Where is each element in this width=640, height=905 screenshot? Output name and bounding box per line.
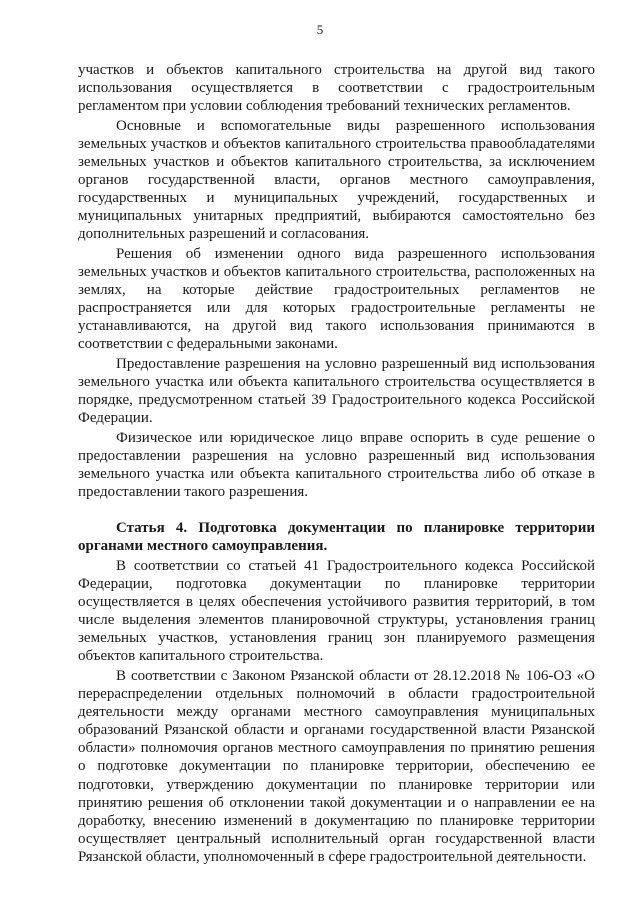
paragraph-conditional-permit: Предоставление разрешения на условно разрешенный вид использования земельного участка или объекта капитального строительства осуществляется в порядке, предусмотренном статьей 39 Градостроительного кодекса Российской Федерации. <box>78 356 595 427</box>
paragraph-permitted-uses: Основные и вспомогательные виды разрешенного использования земельных участков и объектов капитального строительства правообладателями земельных участков и объектов капитального строительства, за исключением органов государственной власти, органов местного самоуправления, государственных и муниципальных учреждений, государственных и муниципальных унитарных предприятий, выбираются самостоятельно без дополнительных разрешений и согласования. <box>78 117 595 243</box>
paragraph-court-appeal: Физическое или юридическое лицо вправе оспорить в суде решение о предоставлении разрешения на условно разрешенный вид использования земельного участка или объекта капитального строительства либо об отказе в предоставлении такого разрешения. <box>78 429 595 501</box>
document-body <box>78 61 595 866</box>
article-heading: Статья 4. Подготовка документации по планировке территории органами местного самоуправления. <box>78 520 595 555</box>
paragraph-continuation: участков и объектов капитального строительства на другой вид такого использования осуществляется в соответствии с градостроительным регламентом при условии соблюдения требований технических регламентов. <box>78 62 595 115</box>
paragraph-regional-law: В соответствии с Законом Рязанской области от 28.12.2018 № 106-ОЗ «О перераспределении отдельных полномочий в области градостроительной деятельности между органами местного самоуправления муниципальных образований Рязанской области и органами государственной власти Рязанской области» полномочия органов местного самоуправления по принятию решения о подготовке документации по планировке территории, обеспечению ее подготовки, утверждению документации по планировке территории или принятию решения об отклонении такой документации и о направлении ее на доработку, внесению изменений в документацию по планировке территории осуществляет центральный исполнительный орган государственной власти Рязанской области, уполномоченный в сфере градостроительной деятельности. <box>78 668 595 865</box>
paragraph-change-decisions: Решения об изменении одного вида разрешенного использования земельных участков и объектов капитального строительства, расположенных на землях, на которые действие градостроительных регламентов не распространяется или для которых градостроительные регламенты не устанавливаются, на другой вид такого использования принимаются в соответствии с федеральными законами. <box>78 245 595 353</box>
page-number: 5 <box>316 22 324 37</box>
paragraph-planning-purpose: В соответствии со статьей 41 Градостроительного кодекса Российской Федерации, подготовка документации по планировке территории осуществляется в целях обеспечения устойчивого развития территорий, в том числе выделения элементов планировочной структуры, установления границ земельных участков, установления границ зон планируемого размещения объектов капитального строительства. <box>78 557 595 665</box>
